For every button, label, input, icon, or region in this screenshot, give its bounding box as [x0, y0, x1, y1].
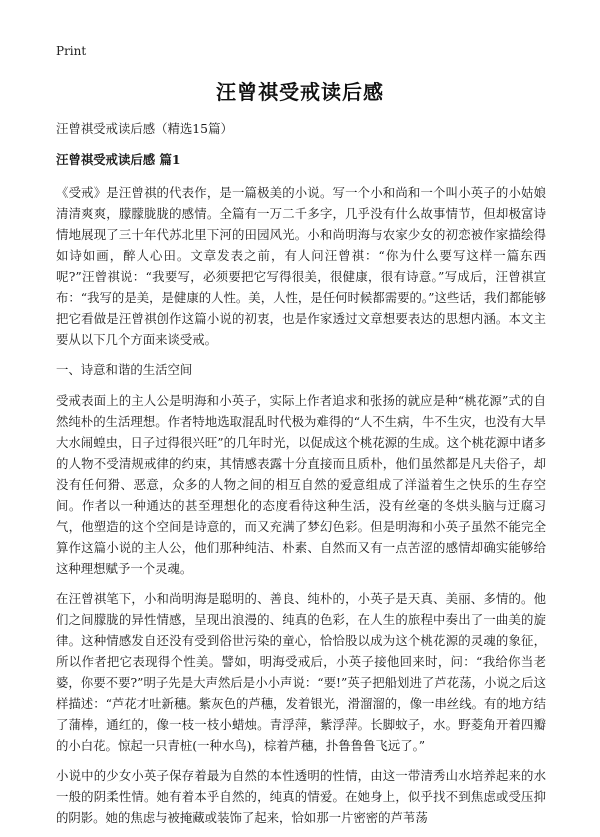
section-heading: 一、诗意和谐的生活空间 — [56, 362, 193, 377]
paragraph: 受戒表面上的主人公是明海和小英子，实际上作者追求和张扬的就应是种“桃花源”式的自然纯朴的生活理想。作者特地选取混乱时代极为难得的“人不生病，牛不生灾，也没有大旱大水闹蝗虫，日子过得很兴旺”的几年时光，以促成这个桃花源的生成。这个桃花源中诸多的人物不受清规戒律的约束，其情感表露十分直接而且质朴，他们虽然都是凡夫俗子，却没有任何猾、恶意，众多的人物之间的相互自然的爱意组成了洋溢着生之快乐的生存空间。作者以一种通达的甚至理想化的态度看待这种生活，没有丝毫的冬烘头脑与迂腐习气，他塑造的这个空间是诗意的，而又充满了梦幻色彩。但是明海和小英子虽然不能完全算作这篇小说的主人公，他们那种纯洁、朴素、自然而又有一点苦涩的感情却确实能够给这种理想赋予一个灵魂。 — [56, 393, 546, 576]
article-subtitle: 汪曾祺受戒读后感（精选15篇） — [56, 121, 233, 136]
paragraph: 在汪曾祺笔下，小和尚明海是聪明的、善良、纯朴的，小英子是天真、美丽、多情的。他们之间朦胧的异性情感，呈现出浪漫的、纯真的色彩，在人生的旅程中奏出了一曲美的旋律。这种情感发自还没有受到俗世污染的童心，恰恰股以成为这个桃花源的灵魂的象征，所以作者把它表现得个性美。譬如，明海受戒后，小英子接他回来时，问：“我给你当老婆，你要不要?”明子先是大声然后是小小声说：“要!”英子把船划进了芦花荡，小说之后这样描述：“芦花才吐新穗。紫灰色的芦穗，发着银光，滑溜溜的，像一串丝线。有的地方结了蒲棒，通红的，像一枝一枝小蜡烛。青浮萍，紫浮萍。长脚蚊子，水。野菱角开着四瓣的小白花。惊起一只青桩(一种水鸟)，棕着芦穗，扑鲁鲁鲁飞远了。” — [56, 591, 546, 753]
page-title: 汪曾祺受戒读后感 — [216, 80, 384, 104]
paragraph: 《受戒》是汪曾祺的代表作，是一篇极美的小说。写一个小和尚和一个叫小英子的小姑娘清清爽爽，朦朦胧胧的感情。全篇有一万二千多字，几乎没有什么故事情节，但却极富诗情地展现了三十年代苏北里下河的田园风光。小和尚明海与农家少女的初恋被作家描绘得如诗如画，醉人心田。文章发表之前，有人问汪曾祺：“你为什么要写这样一篇东西呢?”汪曾祺说：“我要写，必须要把它写得很美，很健康，很有诗意。”写成后，汪曾祺宣布：“我写的是美，是健康的人性。美，人性，是任何时候都需要的。”这些话，我们都能够把它看做是汪曾祺创作这篇小说的初衷，也是作家透过文章想要表达的思想内涵。本文主要从以下几个方面来谈受戒。 — [56, 185, 546, 347]
article-body — [56, 118, 546, 837]
paragraph: 小说中的少女小英子保存着最为自然的本性透明的性情，由这一带清秀山水培养起来的水一般的阴柔性情。她有着本乎自然的，纯真的情爱。在她身上，似乎找不到焦虑或受压抑的阴影。她的焦虑与被掩藏或装饰了起来，恰如那一片密密的芦苇荡 — [56, 768, 546, 825]
section-title: 汪曾祺受戒读后感 篇1 — [56, 152, 181, 167]
print-link[interactable]: Print — [56, 44, 87, 58]
